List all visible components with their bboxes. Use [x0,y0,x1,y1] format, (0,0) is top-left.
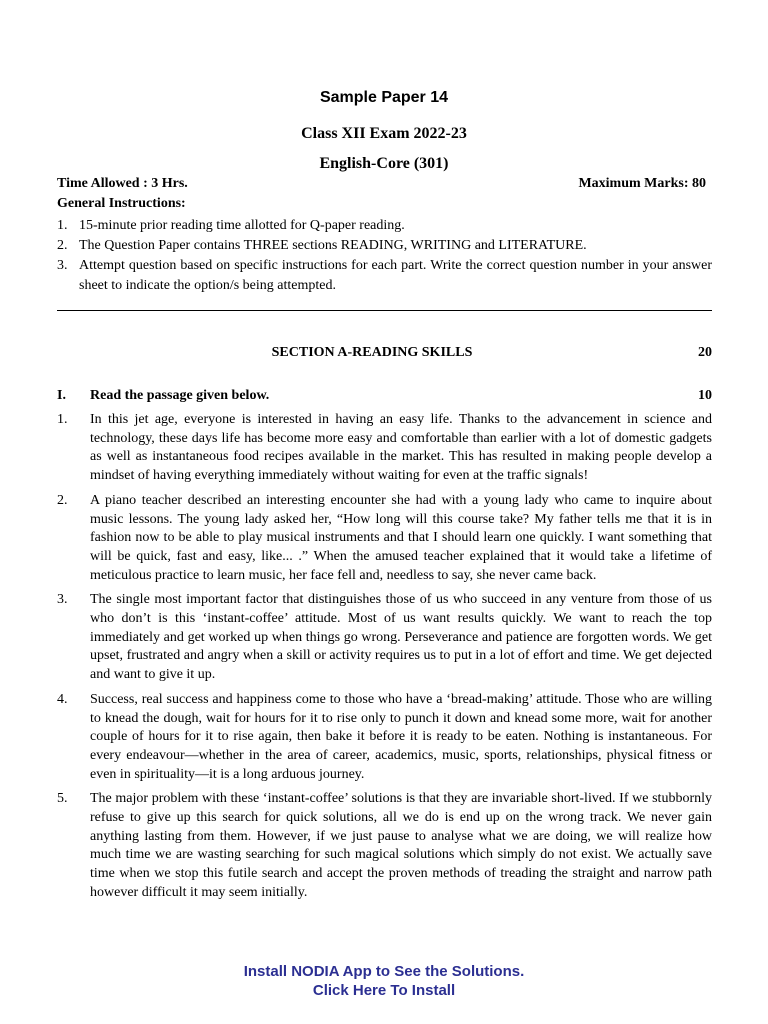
section-header [57,345,712,363]
paragraph-text: The major problem with these ‘instant-coffee’ solutions is that they are invariable short-lived. If we stubbornly refuse to give up this search for quick solutions, all we do is end up on the wrong track. We never gain anything lasting from them. However, if we just pause to analyse what we are doing, we will realize how much time we are wasting searching for such magical solutions which simply do not exist. We actually save time when we stop this futile search and accept the proven methods of treading the straight and narrow path however difficult it may seem initially. [90,791,712,900]
exam-title: Class XII Exam 2022-23 [301,125,467,142]
paragraph-number: 1. [57,412,68,427]
instruction-number: 3. [57,258,68,273]
maximum-marks: Maximum Marks: 80 [578,176,706,191]
question-number: I. [57,388,66,403]
instruction-text: The Question Paper contains THREE sections READING, WRITING and LITERATURE. [79,238,587,253]
paper-title: Sample Paper 14 [319,89,449,106]
question-header [57,388,712,406]
click-to-install-link[interactable]: Click Here To Install [312,982,456,999]
subject-title: English-Core (301) [319,155,449,172]
time-allowed: Time Allowed : 3 Hrs. [57,176,188,191]
paragraph-text: A piano teacher described an interesting encounter she had with a young lady who came to inquire about music lessons. The young lady asked her, “How long will this course take? My father tells me that it is in fashion now to be able to play musical instruments and that I should learn one quickly. I want something that will be quick, fast and easy, like... .” When the amused teacher explained that it would take a lifetime of meticulous practice to learn music, her face fell and, needless to say, she never came back. [90,492,712,583]
instruction-text: Attempt question based on specific instructions for each part. Write the correct question number in your answer sheet to indicate the option/s being attempted. [79,258,712,293]
horizontal-divider [57,310,712,311]
instruction-text: 15-minute prior reading time allotted for Q-paper reading. [79,218,405,233]
paragraph-number: 3. [57,592,68,608]
instruction-item [57,236,712,256]
passage-paragraph [57,691,712,785]
paragraph-number: 4. [57,691,68,707]
instruction-number: 2. [57,238,68,253]
install-app-link[interactable]: Install NODIA App to See the Solutions. [243,963,525,980]
instruction-number: 1. [57,218,68,233]
paragraph-text: Success, real success and happiness come to those who have a ‘bread-making’ attitude. Those who are willing to knead the dough, wait for hours for it to rise only to punch it down and knead some more, wait for another couple of hours for it to rise again, then bake it before it is ready to be eaten. Nothing is instantaneous. For every endeavour—whether in the area of career, academics, music, sports, relationships, physical fitness or even in spirituality—it is a long arduous journey. [90,691,712,782]
instruction-item [57,256,712,296]
question-text: Read the passage given below. [90,388,270,403]
question-marks: 10 [698,388,712,403]
passage-paragraph [57,411,712,486]
instructions-list [57,216,712,296]
passage-paragraph [57,492,712,586]
paragraph-text: The single most important factor that distinguishes those of us who succeed in any venture from those of us who don’t is this ‘instant-coffee’ attitude. Most of us want results quickly. We want to reach the top immediately and get worked up when things go wrong. Perseverance and patience are forgotten words. We get upset, frustrated and angry when a skill or activity requires us to put in a lot of effort and time. We get dejected and want to give it up. [90,592,712,683]
instruction-item [57,216,712,236]
paragraph-number: 2. [57,492,68,508]
section-marks: 20 [698,345,712,360]
general-instructions-heading: General Instructions: [57,196,186,211]
paragraph-text: In this jet age, everyone is interested in having an easy life. Thanks to the advancement in science and technology, these days life has become more easy and comfortable than earlier with a lot of domestic gadgets as well as instantaneous food recipes available in the market. This has resulted in making people develop a mindset of having everything immediately without waiting for even at the traffic signals! [90,412,712,484]
passage-paragraph [57,591,712,685]
passage-paragraphs [57,411,712,909]
paragraph-number: 5. [57,791,68,807]
section-title: SECTION A-READING SKILLS [271,345,473,360]
passage-paragraph [57,790,712,902]
